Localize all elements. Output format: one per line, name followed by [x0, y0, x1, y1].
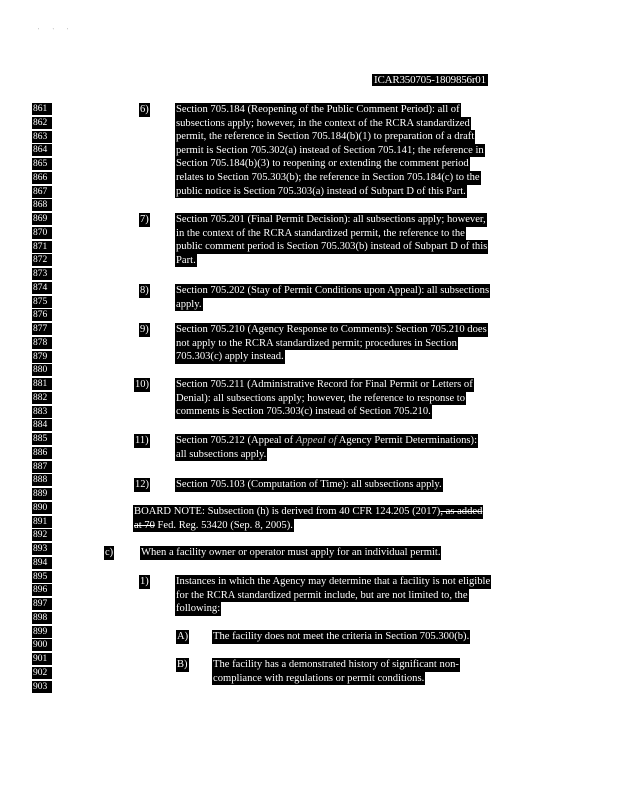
- item-c1-text: [175, 575, 539, 616]
- line-number: 901: [32, 653, 52, 665]
- line-number: 867: [32, 186, 52, 198]
- line-number: 886: [32, 447, 52, 459]
- line-number: 864: [32, 144, 52, 156]
- line-number: 873: [32, 268, 52, 280]
- text-line: Denial): all subsections apply; however, the reference to response to: [176, 392, 466, 404]
- item-8-text: [175, 284, 539, 311]
- line-number: 880: [32, 364, 52, 376]
- line-number: 865: [32, 158, 52, 170]
- line-number: 862: [32, 117, 52, 129]
- line-number: 872: [32, 254, 52, 266]
- text-line: apply.: [176, 298, 202, 310]
- item-marker-6: 6): [140, 104, 149, 115]
- line-number: 877: [32, 323, 52, 335]
- line-number: 897: [32, 598, 52, 610]
- text-line: Section 705.201 (Final Permit Decision): all subsections apply; however,: [176, 214, 486, 225]
- item-marker-7: 7): [140, 214, 149, 225]
- text-line: 705.303(c) apply instead.: [176, 351, 284, 363]
- sub-b-text: [212, 658, 512, 685]
- text-fragment: BOARD NOTE: Subsection (h) is derived from 40 CFR 124.205 (2017): [134, 506, 441, 517]
- line-number: 869: [32, 213, 52, 225]
- line-number: 890: [32, 502, 52, 514]
- text-line: compliance with regulations or permit conditions.: [213, 672, 425, 684]
- text-line: Section 705.211 (Administrative Record for Final Permit or Letters of: [176, 379, 473, 390]
- text-line: all subsections apply.: [176, 448, 267, 460]
- line-number: 891: [32, 516, 52, 528]
- sub-a-text: [212, 630, 512, 644]
- line-number: 887: [32, 461, 52, 473]
- text-line: not apply to the RCRA standardized permit; procedures in Section: [176, 337, 457, 349]
- line-number: 894: [32, 557, 52, 569]
- line-number: 879: [32, 351, 52, 363]
- item-marker-8: 8): [140, 285, 149, 296]
- line-number: 902: [32, 667, 52, 679]
- smudged-fragment: Appeal of: [295, 435, 337, 446]
- line-number: 863: [32, 131, 52, 143]
- item-11-text: [175, 434, 537, 461]
- line-number: 896: [32, 584, 52, 596]
- line-number: 882: [32, 392, 52, 404]
- item-9-text: [175, 323, 537, 364]
- line-number: 884: [32, 419, 52, 431]
- item-marker-11: 11): [135, 435, 149, 446]
- text-line: public notice is Section 705.303(a) instead of Subpart D of this Part.: [176, 185, 466, 197]
- text-line: [133, 519, 294, 533]
- struck-text: at 70: [134, 519, 155, 531]
- section-marker-c: c): [105, 547, 114, 558]
- text-line: When a facility owner or operator must apply for an individual permit.: [141, 547, 441, 558]
- line-number: 888: [32, 474, 52, 486]
- line-number: 876: [32, 309, 52, 321]
- item-marker-10: 10): [135, 379, 149, 390]
- text-fragment: Section 705.212 (Appeal of: [176, 435, 294, 446]
- text-line: comments is Section 705.303(c) instead of Section 705.210.: [176, 406, 431, 418]
- text-line: [133, 505, 483, 519]
- text-line: Section 705.184 (Reopening of the Public Comment Period): all of: [176, 104, 460, 115]
- sub-marker-b: B): [177, 659, 188, 670]
- line-number: 889: [32, 488, 52, 500]
- line-number: 875: [32, 296, 52, 308]
- line-number: 870: [32, 227, 52, 239]
- line-number: 883: [32, 406, 52, 418]
- struck-text: , as added: [440, 506, 483, 517]
- line-number: 868: [32, 199, 52, 211]
- text-line: for the RCRA standardized permit include, but are not limited to, the: [176, 589, 468, 601]
- line-number: 900: [32, 639, 52, 651]
- text-line: in the context of the RCRA standardized permit, the reference to the: [176, 227, 465, 239]
- text-fragment: Agency Permit Determinations):: [338, 435, 478, 446]
- text-line: permit, the reference in Section 705.184(b)(1) to preparation of a draft: [176, 131, 475, 143]
- line-number: 878: [32, 337, 52, 349]
- line-number: 895: [32, 571, 52, 583]
- line-number: 903: [32, 681, 52, 693]
- text-line: Part.: [176, 254, 196, 266]
- text-line: The facility has a demonstrated history of significant non-: [213, 659, 459, 670]
- text-line: permit is Section 705.302(a) instead of Section 705.141; the reference in: [176, 144, 484, 156]
- text-line: Instances in which the Agency may determine that a facility is not eligible: [176, 576, 491, 587]
- text-line: The facility does not meet the criteria in Section 705.300(b).: [213, 631, 470, 642]
- line-number: 861: [32, 103, 52, 115]
- sub-marker-a: A): [177, 631, 189, 642]
- line-number: 874: [32, 282, 52, 294]
- line-number: 885: [32, 433, 52, 445]
- corner-marks: ' ' ': [38, 28, 75, 34]
- line-number: 899: [32, 626, 52, 638]
- item-7-text: [175, 213, 537, 267]
- text-line: Section 705.103 (Computation of Time): all subsections apply.: [176, 479, 442, 490]
- line-number: 871: [32, 241, 52, 253]
- item-12-text: [175, 478, 537, 492]
- text-line: Section 705.210 (Agency Response to Comments): Section 705.210 does: [176, 324, 487, 335]
- line-number: 892: [32, 529, 52, 541]
- section-c-text: [140, 546, 540, 560]
- line-number: 881: [32, 378, 52, 390]
- text-line: Section 705.202 (Stay of Permit Conditions upon Appeal): all subsections: [176, 285, 490, 296]
- line-number: 893: [32, 543, 52, 555]
- document-code: ICAR350705-1809856r01: [374, 74, 486, 86]
- board-note: [133, 505, 537, 532]
- text-line: following:: [176, 603, 221, 615]
- text-line: Section 705.184(b)(3) to reopening or extending the comment period: [176, 158, 469, 170]
- text-line: public comment period is Section 705.303(b) instead of Subpart D of this: [176, 241, 488, 253]
- item-6-text: [175, 103, 537, 198]
- line-number: 898: [32, 612, 52, 624]
- item-marker-9: 9): [140, 324, 149, 335]
- item-10-text: [175, 378, 537, 419]
- text-line: relates to Section 705.303(b); the reference in Section 705.184(c) to the: [176, 171, 480, 183]
- item-marker-c1: 1): [140, 576, 149, 587]
- text-line: [175, 434, 478, 448]
- text-fragment: Fed. Reg. 53420 (Sep. 8, 2005).: [154, 519, 293, 531]
- text-line: subsections apply; however, in the context of the RCRA standardized: [176, 117, 470, 129]
- line-number: 866: [32, 172, 52, 184]
- item-marker-12: 12): [135, 479, 149, 490]
